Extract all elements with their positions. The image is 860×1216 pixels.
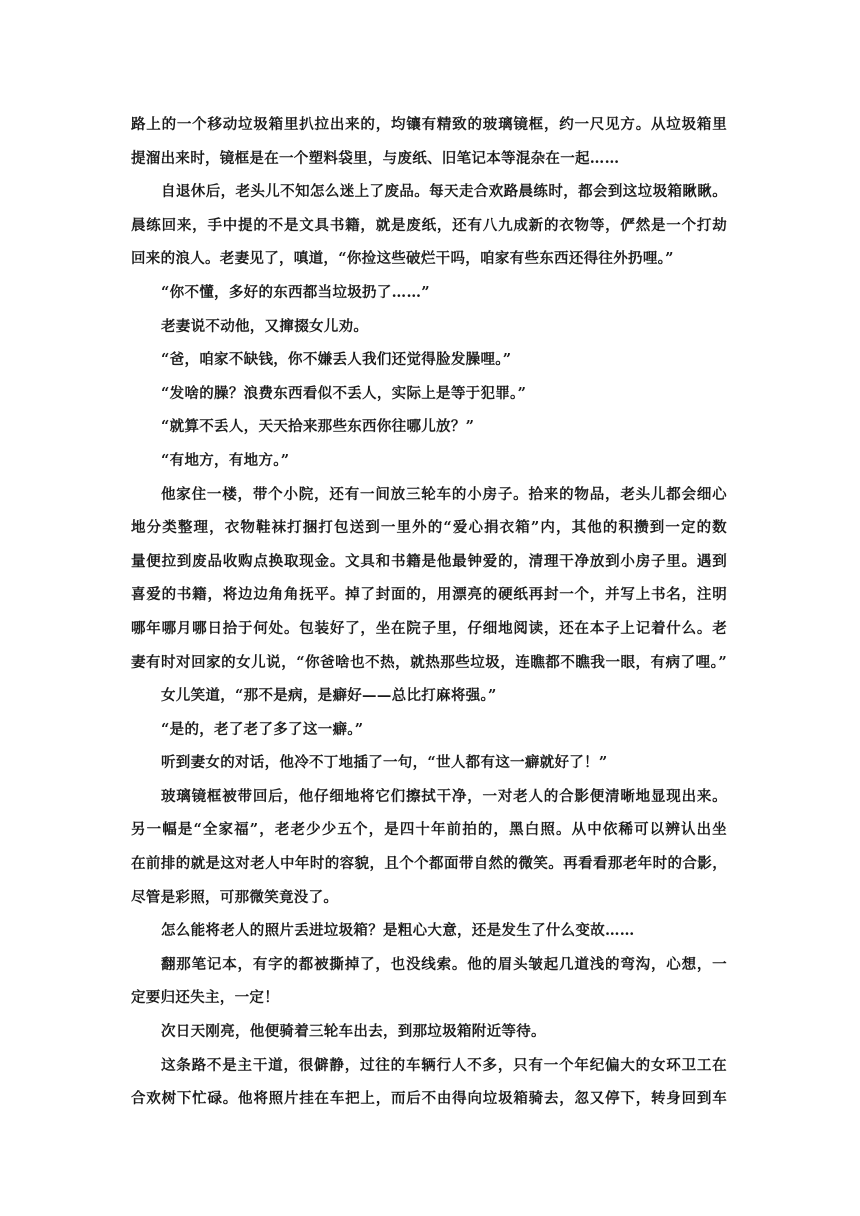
text-line: “是的，老了老了多了这一癖。” (161, 720, 364, 738)
text-line: “爸，咱家不缺钱，你不嫌丢人我们还觉得脸发臊哩。” (161, 351, 512, 369)
text-line: “你不懂，多好的东西都当垃圾扔了……” (161, 283, 430, 301)
text-line: 翻那笔记本，有字的都被撕掉了，也没线索。他的眉头皱起几道浅的弯沟，心想，一 (161, 955, 727, 973)
text-line: 妻有时对回家的女儿说，“你爸啥也不热，就热那些垃圾，连瞧都不瞧我一眼，有病了哩。” (131, 653, 727, 671)
text-line: 定要归还失主，一定！ (131, 989, 279, 1007)
text-line: 在前排的就是这对老人中年时的容貌，且个个都面带自然的微笑。再看看那老年时的合影， (131, 855, 727, 873)
text-line: 次日天刚亮，他便骑着三轮车出去，到那垃圾箱附近等待。 (161, 1023, 546, 1041)
article-body (131, 108, 727, 1116)
text-line: 怎么能将老人的照片丢进垃圾箱？是粗心大意，还是发生了什么变故…… (161, 922, 635, 940)
text-line: “就算不丢人，天天拾来那些东西你往哪儿放？” (161, 418, 475, 436)
text-line: 女儿笑道，“那不是病，是癖好——总比打麻将强。” (161, 687, 497, 705)
text-line: 听到妻女的对话，他冷不丁地插了一句，“世人都有这一癖就好了！” (161, 754, 608, 772)
text-line: “发啥的臊？浪费东西看似不丢人，实际上是等于犯罪。” (161, 384, 527, 402)
text-line: 合欢树下忙碌。他将照片挂在车把上，而后不由得向垃圾箱骑去，忽又停下，转身回到车 (131, 1090, 727, 1108)
text-line: 尽管是彩照，可那微笑竟没了。 (131, 888, 339, 906)
text-line: 这条路不是主干道，很僻静，过往的车辆行人不多，只有一个年纪偏大的女环卫工在 (161, 1056, 727, 1074)
text-line: 回来的浪人。老妻见了，嗔道，“你捡这些破烂干吗，咱家有些东西还得往外扔哩。” (131, 250, 674, 268)
text-line: 老妻说不动他，又撺掇女儿劝。 (161, 317, 369, 335)
text-line: 他家住一楼，带个小院，还有一间放三轮车的小房子。拾来的物品，老头儿都会细心 (161, 485, 727, 503)
text-line: 提溜出来时，镜框是在一个塑料袋里，与废纸、旧笔记本等混杂在一起…… (131, 149, 620, 167)
text-line: 玻璃镜框被带回后，他仔细地将它们擦拭干净，一对老人的合影便清晰地显现出来。 (161, 787, 727, 805)
text-line: 量便拉到废品收购点换取现金。文具和书籍是他最钟爱的，清理干净放到小房子里。遇到 (131, 552, 727, 570)
text-line: “有地方，有地方。” (161, 451, 290, 469)
text-line: 晨练回来，手中提的不是文具书籍，就是废纸，还有八九成新的衣物等，俨然是一个打劫 (131, 216, 727, 234)
text-line: 喜爱的书籍，将边边角角抚平。掉了封面的，用漂亮的硬纸再封一个，并写上书名，注明 (131, 586, 727, 604)
text-line: 地分类整理，衣物鞋袜打捆打包送到一里外的“爱心捐衣箱”内，其他的积攒到一定的数 (131, 519, 727, 537)
text-line: 路上的一个移动垃圾箱里扒拉出来的，均镶有精致的玻璃镜框，约一尺见方。从垃圾箱里 (131, 116, 727, 133)
text-line: 自退休后，老头儿不知怎么迷上了废品。每天走合欢路晨练时，都会到这垃圾箱瞅瞅。 (161, 183, 727, 201)
text-line: 另一幅是“全家福”，老老少少五个，是四十年前拍的，黑白照。从中依稀可以辨认出坐 (131, 821, 727, 839)
text-line: 哪年哪月哪日拾于何处。包装好了，坐在院子里，仔细地阅读，还在本子上记着什么。老 (131, 619, 727, 637)
